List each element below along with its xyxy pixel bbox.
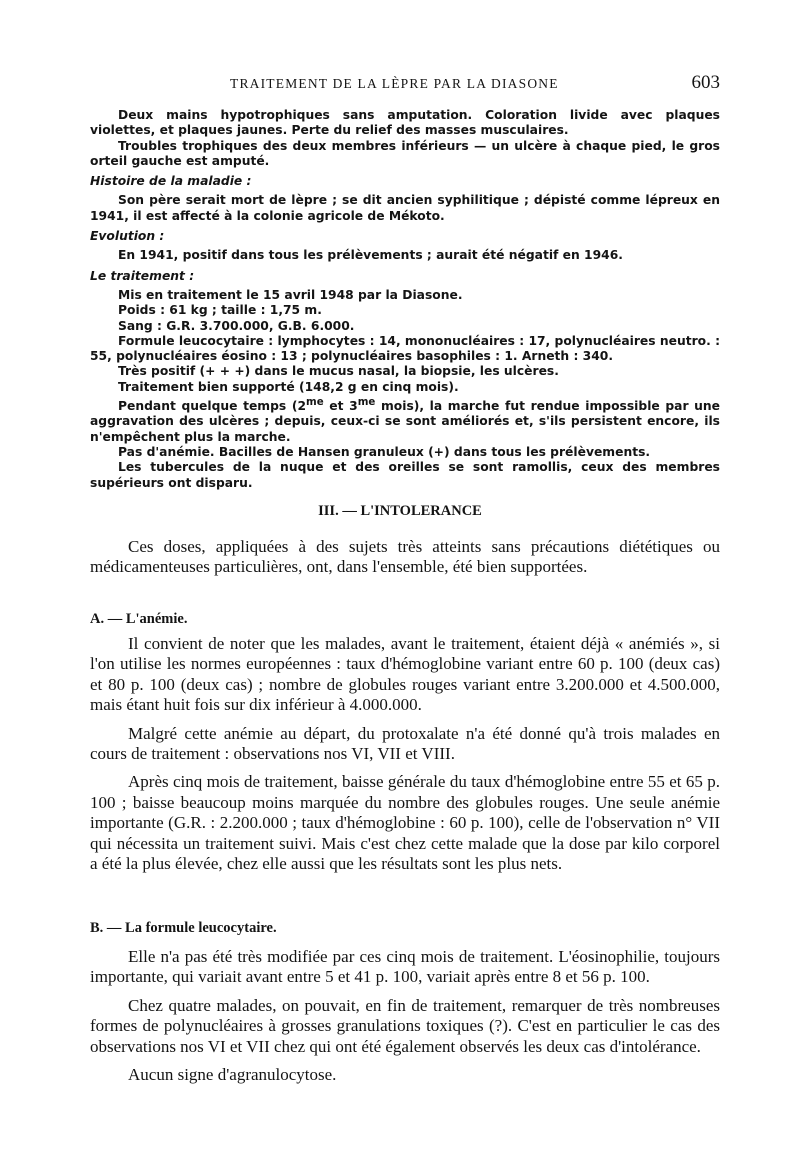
body-paragraph: Elle n'a pas été très modifiée par ces cinq mois de traitement. L'éosinophilie, toujours importante, qui variait avant entre 5 et 41 p. 100, variait après entre 8 et 56 p. 100.: [90, 947, 720, 987]
observation-paragraph: Son père serait mort de lèpre ; se dit ancien syphilitique ; dépisté comme lépreux en 1941, il est affecté à la colonie agricole de Mékoto.: [90, 193, 720, 223]
observation-paragraph: Très positif (+ + +) dans le mucus nasal, la biopsie, les ulcères.: [118, 364, 559, 379]
observation-paragraph: Pas d'anémie. Bacilles de Hansen granuleux (+) dans tous les prélèvements.: [118, 445, 651, 460]
observation-paragraph: Les tubercules de la nuque et des oreilles se sont ramollis, ceux des membres supérieurs ont disparu.: [90, 460, 720, 490]
running-head: [90, 72, 720, 98]
observation-paragraph: Deux mains hypotrophiques sans amputation. Coloration livide avec plaques violettes, et plaques jaunes. Perte du relief des masses musculaires.: [90, 108, 720, 138]
observation-paragraph: Mis en traitement le 15 avril 1948 par la Diasone.: [118, 287, 463, 302]
observation-paragraph: Traitement bien supporté (148,2 g en cinq mois).: [118, 379, 459, 394]
subsection-b-body: [90, 947, 720, 1093]
subsection-a-title: A. — L'anémie.: [90, 611, 188, 627]
text-run: mois), la marche fut rendue impossible par une aggravation des ulcères ; depuis, ceux-ci se sont améliorés et, s'ils persistent encore, ils n'empêchent plus la marche.: [90, 399, 720, 444]
running-title: TRAITEMENT DE LA LÈPRE PAR LA DIASONE: [230, 76, 559, 91]
body-paragraph: Malgré cette anémie au départ, du protoxalate n'a été donné qu'à trois malades en cours de traitement : observations nos VI, VII et VIII.: [90, 723, 720, 764]
superscript: me: [306, 396, 324, 409]
heading-histoire: Histoire de la maladie :: [90, 174, 252, 189]
subsection-a-body: [90, 634, 720, 882]
text-run: et 3: [323, 399, 358, 414]
subsection-b-title: B. — La formule leucocytaire.: [90, 920, 277, 936]
observation-paragraph: En 1941, positif dans tous les prélèvements ; aurait été négatif en 1946.: [118, 248, 623, 263]
observation-paragraph: Poids : 61 kg ; taille : 1,75 m.: [118, 303, 322, 318]
page-number: 603: [691, 72, 720, 93]
observation-paragraph: Formule leucocytaire : lymphocytes : 14, mononucléaires : 17, polynucléaires neutro. : 55, polynucléaires éosino : 13 ; polynucléaires basophiles : 1. Arneth : 340.: [90, 333, 720, 364]
body-paragraph: Après cinq mois de traitement, baisse générale du taux d'hémoglobine entre 55 et 65 p. 100 ; baisse beaucoup moins marquée du nombre des globules rouges. Une seule anémie importante (G.R. : 2.200.000 ; taux d'hémoglobine : 60 p. 100), celle de l'observation n° VII qui nécessita un traitement suivi. Mais c'est chez cette malade que la dose par kilo corporel a été la plus élevée, chez elle aussi que les résultats sont les plus nets.: [90, 772, 720, 874]
text-run: Pendant quelque temps (2: [118, 399, 307, 414]
heading-evolution: Evolution :: [90, 229, 165, 244]
intro-paragraph: Ces doses, appliquées à des sujets très atteints sans précautions diététiques ou médicamenteuses particulières, ont, dans l'ensemble, été bien supportées.: [90, 537, 720, 577]
body-paragraph: Chez quatre malades, on pouvait, en fin de traitement, remarquer de très nombreuses formes de polynucléaires à grosses granulations toxiques (?). C'est en particulier le cas des observations nos VI et VII chez qui ont été également observés les deux cas d'intolérance.: [90, 995, 720, 1056]
body-paragraph: Il convient de noter que les malades, avant le traitement, étaient déjà « anémiés », si l'on utilise les normes européennes : taux d'hémoglobine variant entre 60 p. 100 (deux cas) et 80 p. 100 (deux cas) ; nombre de globules rouges variant entre 3.200.000 et 4.500.000, mais étant huit fois sur dix inférieur à 4.000.000.: [90, 634, 720, 715]
superscript: me: [357, 396, 376, 409]
observation-paragraph: [90, 395, 720, 445]
heading-traitement: Le traitement :: [90, 268, 195, 283]
observation-paragraph: Sang : G.R. 3.700.000, G.B. 6.000.: [118, 318, 355, 333]
clinical-observation: [90, 108, 720, 491]
section-intro: [90, 537, 720, 586]
observation-paragraph: Troubles trophiques des deux membres inférieurs — un ulcère à chaque pied, le gros orteil gauche est amputé.: [90, 138, 720, 168]
body-paragraph: Aucun signe d'agranulocytose.: [128, 1065, 337, 1085]
section-title: III. — L'INTOLERANCE: [318, 503, 482, 519]
